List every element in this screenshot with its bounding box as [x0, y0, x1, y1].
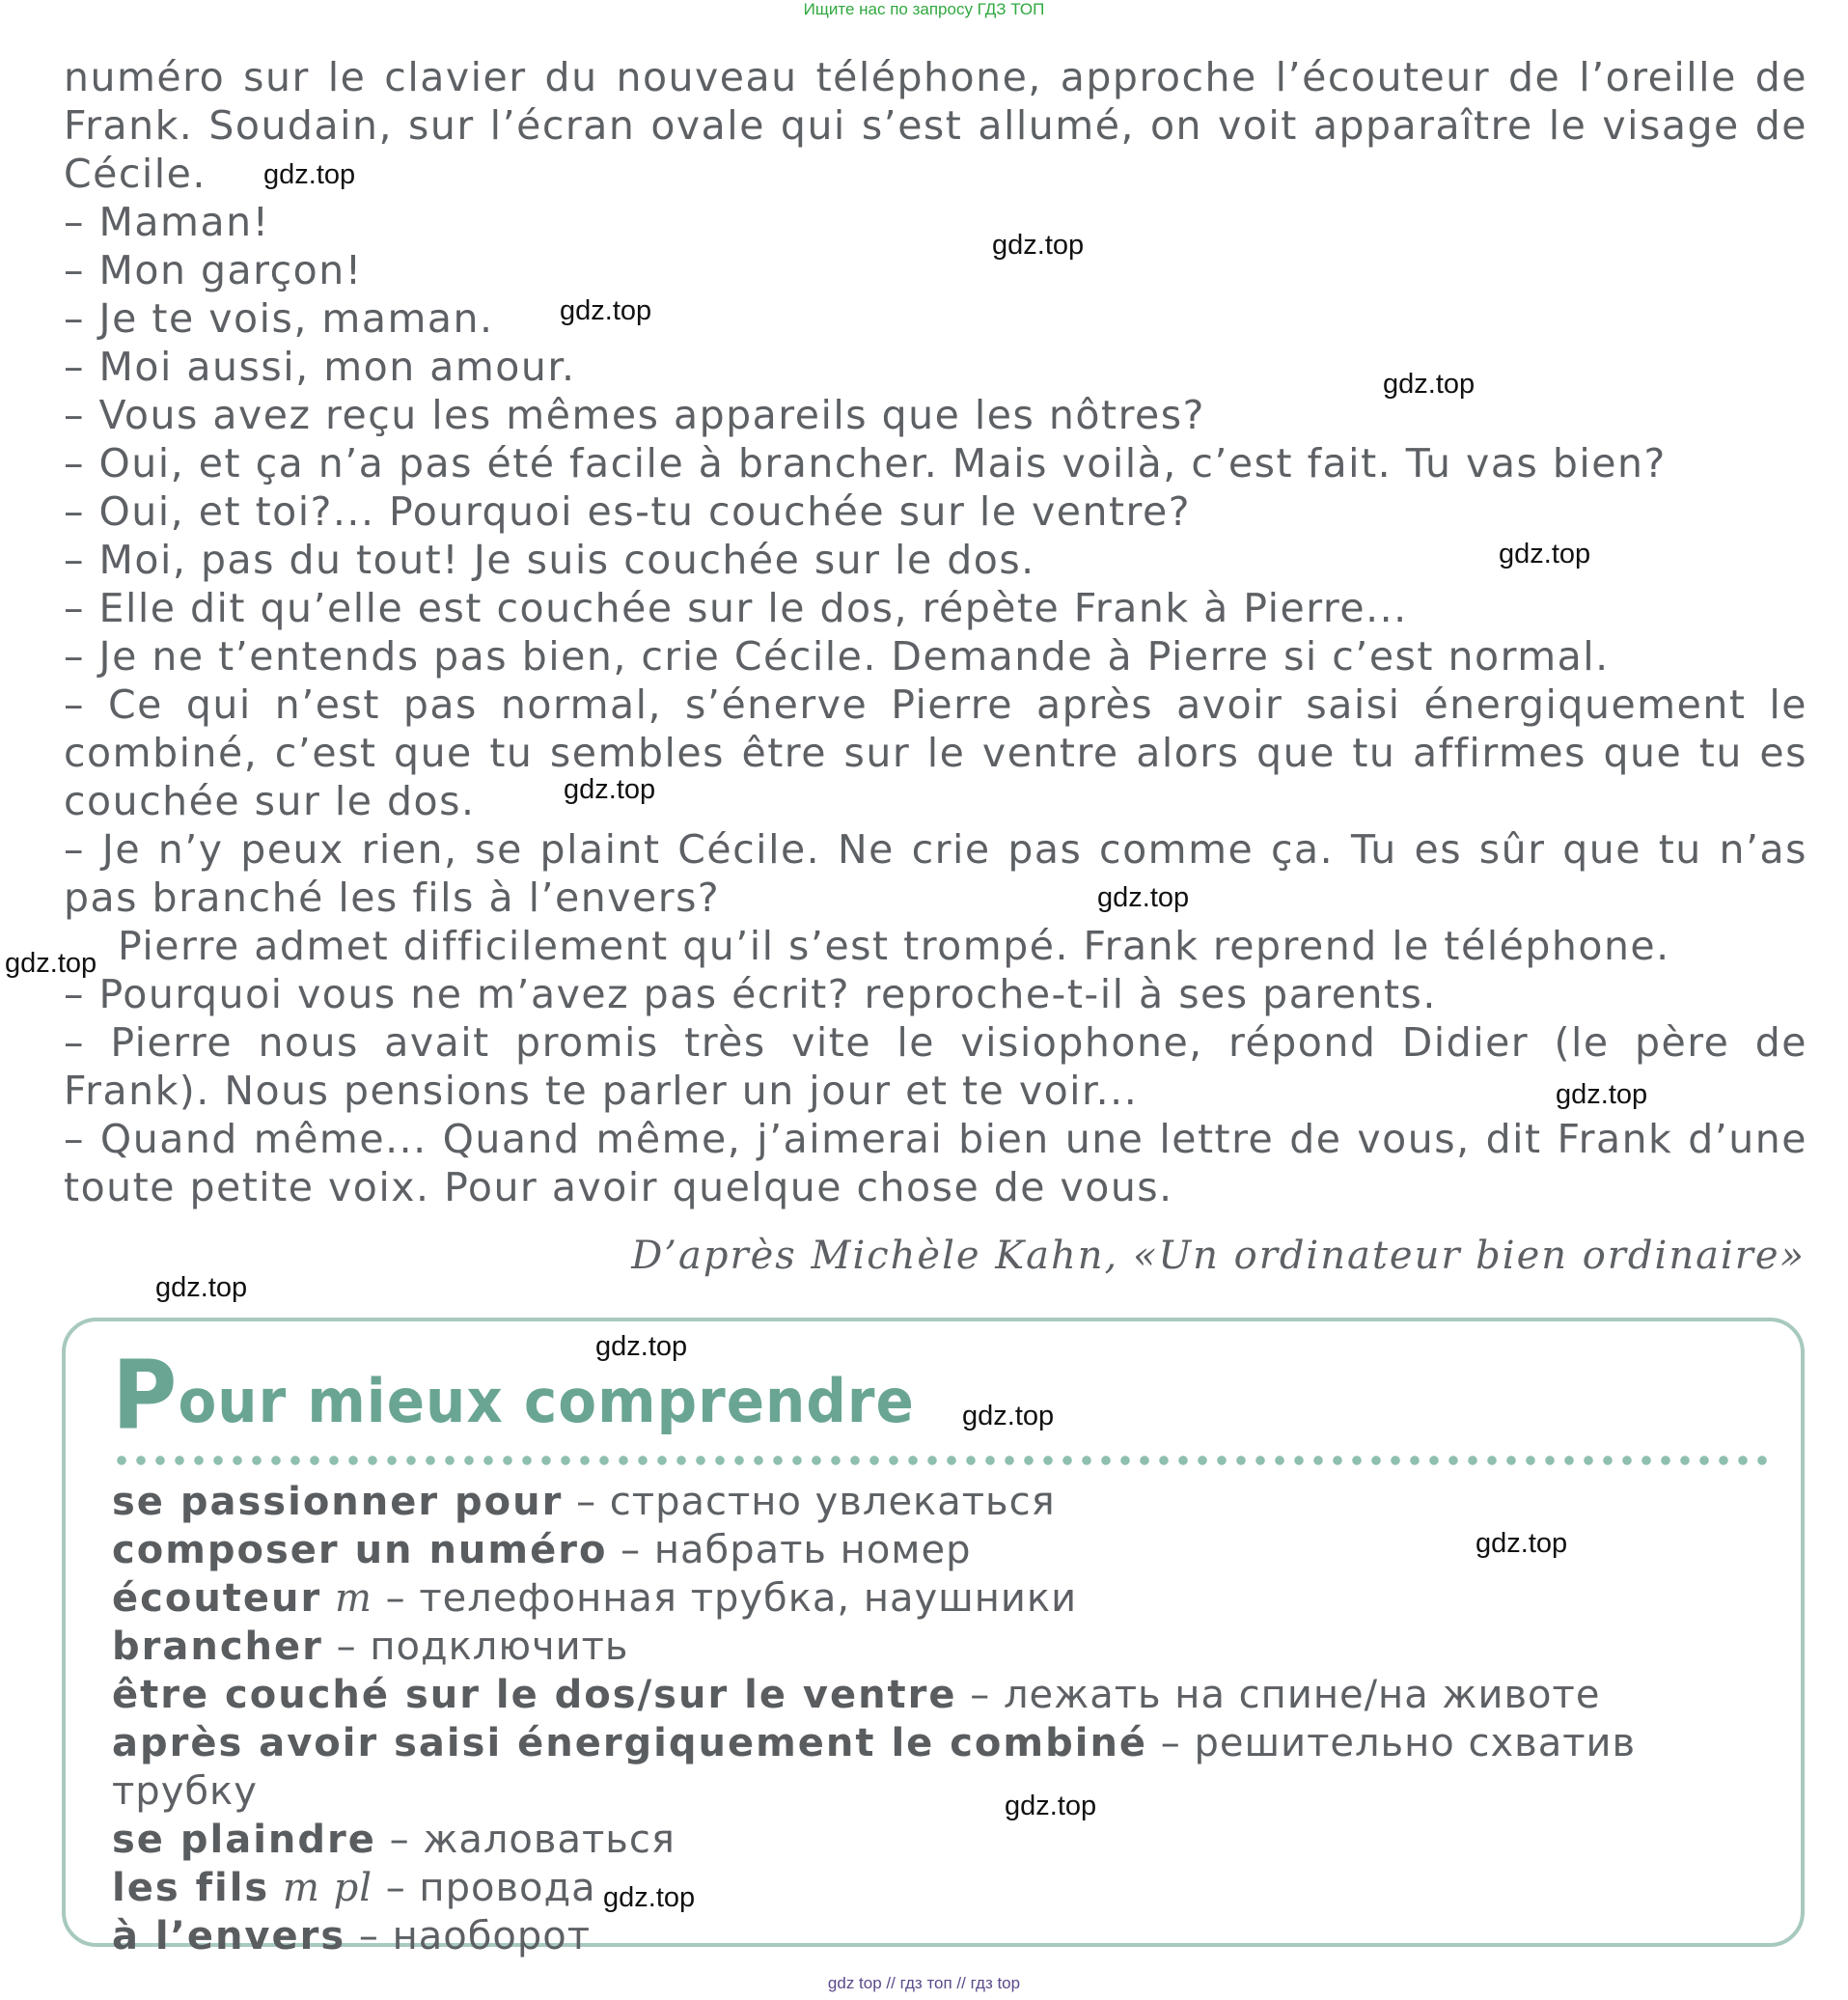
- vocab-dash: –: [563, 1480, 610, 1524]
- vocab-translation: жаловаться: [423, 1818, 676, 1862]
- watermark: gdz.top: [962, 1401, 1055, 1431]
- dialogue-line: – Oui, et ça n’a pas été facile à brancher. Mais voilà, c’est fait. Tu vas bien?: [64, 440, 1667, 486]
- vocab-dash: –: [956, 1673, 1004, 1717]
- watermark: gdz.top: [603, 1882, 696, 1913]
- watermark: gdz.top: [1499, 539, 1591, 569]
- footer-text: gdz top // гдз топ // гдз top: [827, 1974, 1021, 1992]
- watermark: gdz.top: [1556, 1079, 1648, 1110]
- dialogue-line: – Je ne t’entends pas bien, crie Cécile. Demande à Pierre si c’est normal.: [64, 633, 1610, 680]
- vocab-grammar: m pl: [282, 1866, 372, 1910]
- title-initial: P: [112, 1339, 179, 1452]
- watermark: gdz.top: [1097, 882, 1190, 913]
- watermark: gdz.top: [1383, 369, 1476, 400]
- dialogue-line: – Pierre nous avait promis très vite le visiophone, répond Didier (le père de Frank). Nous pensions te parler un jour et te voir...: [64, 1019, 1807, 1114]
- vocab-dash: –: [322, 1625, 371, 1669]
- vocab-term: brancher: [112, 1625, 323, 1669]
- vocab-translation: наоборот: [392, 1914, 592, 1958]
- dialogue-line: – Moi, pas du tout! Je suis couchée sur le dos.: [64, 537, 1035, 583]
- title-rest: our mieux comprendre: [178, 1365, 915, 1437]
- source-attribution: D’après Michèle Kahn, «Un ordinateur bien ordinaire»: [631, 1234, 1806, 1278]
- vocab-translation: телефонная трубка, наушники: [419, 1576, 1078, 1621]
- dialogue-line: – Moi aussi, mon amour.: [64, 344, 576, 390]
- vocab-translation: провода: [419, 1866, 596, 1910]
- dialogue-line: – Mon garçon!: [64, 247, 363, 293]
- watermark: gdz.top: [595, 1331, 688, 1362]
- dialogue-line: – Ce qui n’est pas normal, s’énerve Pierre après avoir saisi énergiquement le combiné, c’est que tu sembles être sur le ventre alors que tu affirmes que tu es couchée sur le dos.: [64, 681, 1807, 824]
- vocab-dash: –: [372, 1576, 420, 1621]
- vocab-translation: набрать номер: [653, 1528, 972, 1572]
- watermark: gdz.top: [5, 948, 97, 979]
- watermark: gdz.top: [263, 159, 356, 190]
- watermark: gdz.top: [1476, 1528, 1568, 1559]
- story-paragraph: numéro sur le clavier du nouveau téléphone, approche l’écouteur de l’oreille de Frank. Soudain, sur l’écran ovale qui s’est allumé, on voit apparaître le visage de Cécile.: [64, 54, 1807, 197]
- watermark: gdz.top: [564, 774, 656, 805]
- vocab-term: se plaindre: [112, 1818, 376, 1862]
- vocab-dash: –: [375, 1818, 424, 1862]
- top-banner: Ищите нас по запросу ГДЗ ТОП: [803, 0, 1045, 18]
- vocab-item: [112, 1719, 1791, 1816]
- story-text: [64, 53, 1807, 1211]
- vocab-item: [112, 1816, 1791, 1864]
- dialogue-line: – Maman!: [64, 199, 270, 245]
- watermark: gdz.top: [1005, 1791, 1097, 1821]
- dialogue-line: – Vous avez reçu les mêmes appareils que les nôtres?: [64, 392, 1205, 438]
- vocab-dash: –: [345, 1914, 393, 1958]
- vocab-item: [112, 1478, 1791, 1526]
- dotted-divider: [112, 1454, 1772, 1467]
- vocab-term: se passionner pour: [112, 1480, 564, 1524]
- dialogue-line: – Oui, et toi?... Pourquoi es-tu couchée sur le ventre?: [64, 488, 1191, 535]
- vocab-translation: лежать на спине/на животе: [1003, 1673, 1601, 1717]
- dialogue-line: – Je te vois, maman.: [64, 295, 494, 342]
- watermark: gdz.top: [155, 1272, 248, 1303]
- vocab-dash: –: [607, 1528, 654, 1572]
- vocabulary-title: [112, 1340, 915, 1452]
- vocab-dash: –: [372, 1866, 420, 1910]
- vocab-term: écouteur: [112, 1576, 322, 1621]
- watermark: gdz.top: [992, 230, 1085, 261]
- vocab-term: composer un numéro: [112, 1528, 608, 1572]
- vocab-translation: решительно схватив трубку: [112, 1721, 1637, 1814]
- vocab-term: à l’envers: [112, 1914, 346, 1958]
- vocab-term: les fils: [112, 1866, 270, 1910]
- vocab-dash: –: [1147, 1721, 1195, 1765]
- vocab-term: après avoir saisi énergiquement le combiné: [112, 1721, 1148, 1765]
- vocab-item: [112, 1574, 1791, 1623]
- dialogue-line: – Pourquoi vous ne m’avez pas écrit? reproche-t-il à ses parents.: [64, 971, 1437, 1017]
- vocab-term: être couché sur le dos/sur le ventre: [112, 1673, 957, 1717]
- dialogue-line: – Elle dit qu’elle est couchée sur le dos, répète Frank à Pierre...: [64, 585, 1408, 631]
- watermark: gdz.top: [560, 295, 652, 326]
- vocab-item: [112, 1671, 1791, 1719]
- vocab-translation: подключить: [370, 1625, 629, 1669]
- vocab-translation: страстно увлекаться: [609, 1480, 1056, 1524]
- vocab-item: [112, 1864, 1791, 1912]
- vocab-item: [112, 1623, 1791, 1671]
- narration-line: Pierre admet difficilement qu’il s’est trompé. Frank reprend le téléphone.: [118, 923, 1670, 969]
- dialogue-line: – Quand même... Quand même, j’aimerai bien une lettre de vous, dit Frank d’une toute petite voix. Pour avoir quelque chose de vous.: [64, 1116, 1807, 1210]
- vocab-item: [112, 1912, 1791, 1960]
- dialogue-line: – Je n’y peux rien, se plaint Cécile. Ne crie pas comme ça. Tu es sûr que tu n’as pas branché les fils à l’envers?: [64, 826, 1807, 921]
- vocab-grammar: m: [334, 1576, 372, 1621]
